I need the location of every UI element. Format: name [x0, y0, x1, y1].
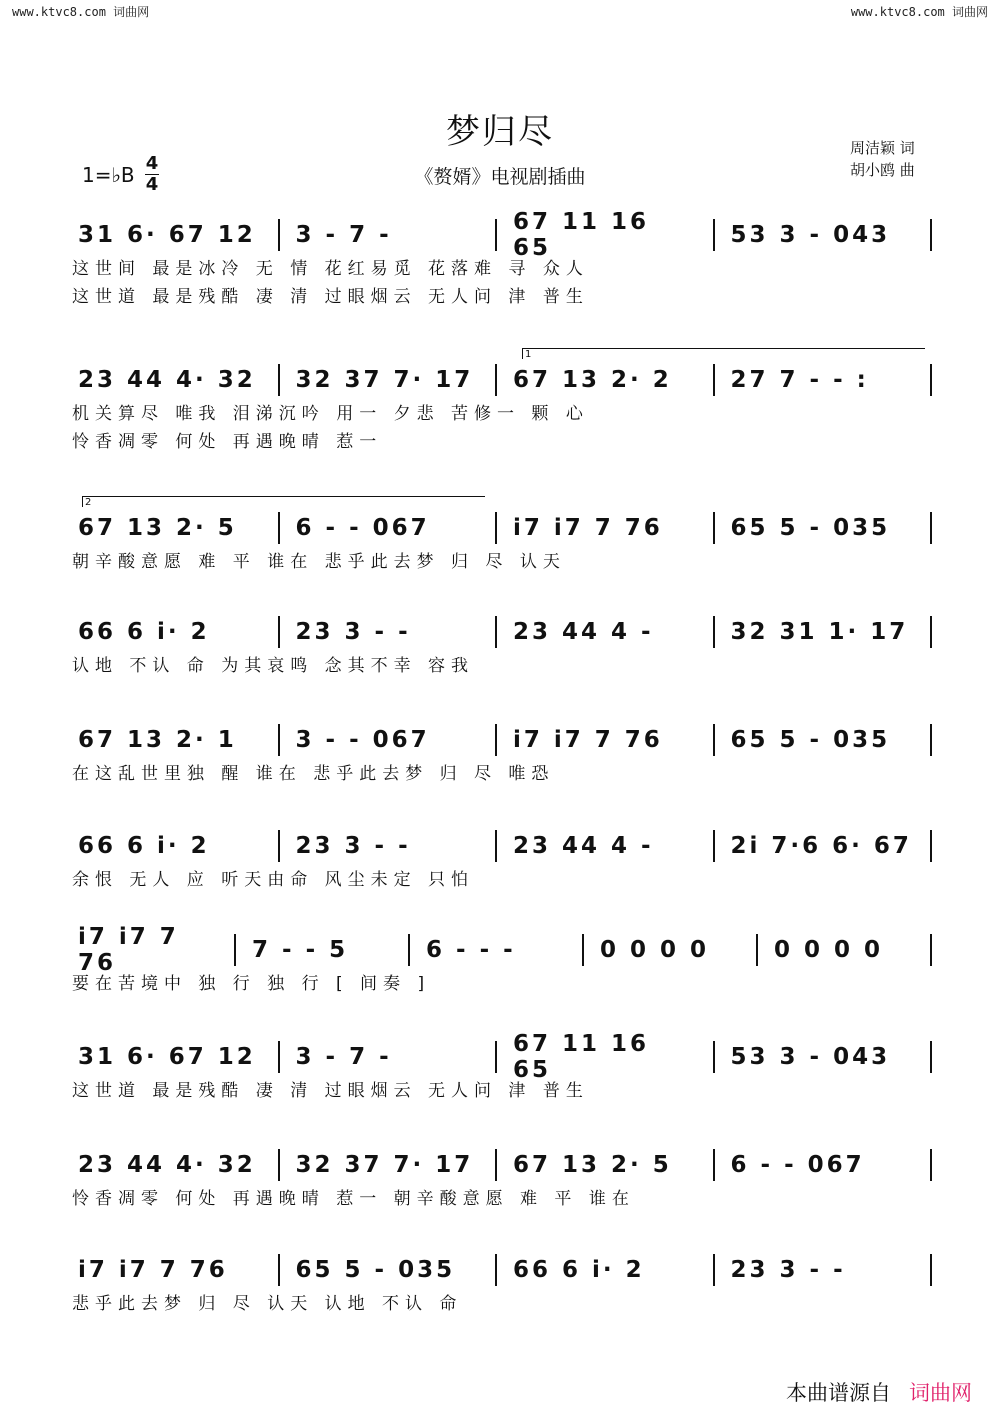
notes-line	[72, 508, 932, 548]
measure: 67 13 2· 5	[513, 1152, 672, 1178]
barline	[713, 512, 715, 544]
measure: 23 3 - -	[295, 833, 411, 859]
score-row	[72, 1250, 932, 1318]
barline	[278, 724, 280, 756]
notes-line	[72, 720, 932, 760]
measure: 53 3 - 043	[730, 222, 891, 248]
barline	[278, 830, 280, 862]
barline	[930, 1041, 932, 1073]
barline	[930, 934, 932, 966]
barline	[930, 830, 932, 862]
measure: 66 6 i· 2	[78, 619, 210, 645]
score-row	[72, 497, 932, 576]
barline	[278, 512, 280, 544]
footer-brand: 词曲网	[909, 1381, 972, 1405]
measure: i7 i7 7 76	[513, 515, 663, 541]
score-row	[72, 720, 932, 788]
song-subtitle: 《赘婿》电视剧插曲	[414, 166, 586, 188]
measure: 67 13 2· 2	[513, 367, 672, 393]
lyric-line: 这世道 最是残酷 凄 清 过眼烟云 无人问 津 普生	[72, 287, 589, 307]
lyric-line: 机关算尽 唯我 泪涕沉吟 用一 夕悲 苦修一 颗 心	[72, 404, 589, 424]
barline	[408, 934, 410, 966]
measure: 3 - 7 -	[295, 1044, 392, 1070]
measure: 6 - - 067	[295, 515, 430, 541]
barline	[495, 1149, 497, 1181]
key-signature: 1=♭B	[82, 163, 135, 187]
measure: 67 11 16 65	[513, 209, 650, 261]
measure: 23 44 4· 32	[78, 367, 256, 393]
measure: 23 44 4 -	[513, 833, 654, 859]
measure: 32 31 1· 17	[730, 619, 909, 645]
watermark-left: www.ktvc8.com 词曲网	[12, 5, 150, 19]
notes-line	[72, 612, 932, 652]
barline	[713, 1149, 715, 1181]
score-row	[72, 612, 932, 680]
notes-line	[72, 209, 932, 261]
score-row	[72, 826, 932, 894]
barline	[756, 934, 758, 966]
measure: i7 i7 7 76	[78, 1257, 228, 1283]
measure: 66 6 i· 2	[513, 1257, 645, 1283]
footer	[786, 1377, 972, 1407]
measure: 66 6 i· 2	[78, 833, 210, 859]
barline	[495, 724, 497, 756]
barline	[930, 219, 932, 251]
notes-line	[72, 1145, 932, 1185]
measure: 0 0 0 0	[600, 937, 710, 963]
barline	[278, 1149, 280, 1181]
measure: 23 44 4 -	[513, 619, 654, 645]
song-title: 梦归尽	[446, 112, 554, 152]
lyric-line: 朝辛酸意愿 难 平 谁在 悲乎此去梦 归 尽 认天	[72, 552, 566, 572]
measure: 6 - - -	[426, 937, 516, 963]
lyric-line: 悲乎此去梦 归 尽 认天 认地 不认 命	[72, 1294, 463, 1314]
barline	[278, 1041, 280, 1073]
barline	[495, 616, 497, 648]
barline	[930, 616, 932, 648]
meter-top: 4	[145, 153, 159, 174]
lyric-line: 怜香凋零 何处 再遇晚晴 惹一	[72, 432, 383, 452]
score-row	[72, 349, 932, 456]
measure: 0 0 0 0	[774, 937, 884, 963]
notes-line	[72, 1031, 932, 1083]
score-row	[72, 209, 932, 311]
lyric-line: 在这乱世里独 醒 谁在 悲乎此去梦 归 尽 唯恐	[72, 764, 555, 784]
measure: 65 5 - 035	[295, 1257, 456, 1283]
lyric-line: 余恨 无人 应 听天由命 风尘未定 只怕	[72, 870, 475, 890]
lyric-line: 这世道 最是残酷 凄 清 过眼烟云 无人问 津 普生	[72, 1081, 589, 1101]
barline	[278, 1254, 280, 1286]
barline	[713, 219, 715, 251]
measure: 31 6· 67 12	[78, 1044, 256, 1070]
measure: 6 - - 067	[730, 1152, 865, 1178]
notes-line	[72, 360, 932, 400]
barline	[930, 1254, 932, 1286]
measure: 65 5 - 035	[730, 727, 891, 753]
score-row	[72, 1145, 932, 1213]
barline	[495, 1041, 497, 1073]
lyric-line: 认地 不认 命 为其哀鸣 念其不幸 容我	[72, 656, 475, 676]
barline	[713, 364, 715, 396]
measure: 31 6· 67 12	[78, 222, 256, 248]
measure: i7 i7 7 76	[78, 924, 179, 976]
score-row	[72, 924, 932, 998]
time-signature	[145, 155, 159, 194]
barline	[495, 512, 497, 544]
measure: 3 - 7 -	[295, 222, 392, 248]
measure: 23 3 - -	[730, 1257, 846, 1283]
barline	[713, 830, 715, 862]
barline	[495, 1254, 497, 1286]
measure: 67 13 2· 1	[78, 727, 237, 753]
measure: 32 37 7· 17	[295, 367, 474, 393]
barline	[713, 1254, 715, 1286]
measure: 53 3 - 043	[730, 1044, 891, 1070]
barline	[930, 512, 932, 544]
barline	[930, 724, 932, 756]
watermark-right: www.ktvc8.com 词曲网	[850, 5, 988, 19]
measure: 23 44 4· 32	[78, 1152, 256, 1178]
barline	[930, 364, 932, 396]
credits	[850, 137, 915, 181]
measure: 3 - - 067	[295, 727, 430, 753]
measure: 67 13 2· 5	[78, 515, 237, 541]
lyric-line: 要在苦境中 独 行 独 行 [ 间奏 ]	[72, 974, 431, 994]
barline	[278, 616, 280, 648]
barline	[713, 724, 715, 756]
lyric-line: 这世间 最是冰冷 无 情 花红易觅 花落难 寻 众人	[72, 259, 589, 279]
volta-second: 2	[82, 496, 485, 507]
footer-source: 本曲谱源自	[786, 1381, 891, 1405]
notes-line	[72, 1250, 932, 1290]
lyric-line: 怜香凋零 何处 再遇晚晴 惹一 朝辛酸意愿 难 平 谁在	[72, 1189, 635, 1209]
measure: 7 - - 5	[252, 937, 349, 963]
meter-bottom: 4	[145, 174, 159, 195]
barline	[930, 1149, 932, 1181]
score-row	[72, 1031, 932, 1105]
measure: 32 37 7· 17	[295, 1152, 474, 1178]
barline	[495, 364, 497, 396]
barline	[495, 830, 497, 862]
barline	[495, 219, 497, 251]
barline	[582, 934, 584, 966]
measure: 23 3 - -	[295, 619, 411, 645]
composer: 胡小鸥 曲	[850, 161, 915, 179]
notes-line	[72, 924, 932, 976]
measure: 27 7 - - :	[730, 367, 869, 393]
barline	[278, 219, 280, 251]
measure: 2i 7·6 6· 67	[730, 833, 912, 859]
barline	[713, 616, 715, 648]
measure: 67 11 16 65	[513, 1031, 650, 1083]
barline	[713, 1041, 715, 1073]
barline	[234, 934, 236, 966]
measure: 65 5 - 035	[730, 515, 891, 541]
volta-first: 1	[522, 348, 925, 359]
notes-line	[72, 826, 932, 866]
lyricist: 周洁颖 词	[850, 139, 915, 157]
barline	[278, 364, 280, 396]
measure: i7 i7 7 76	[513, 727, 663, 753]
